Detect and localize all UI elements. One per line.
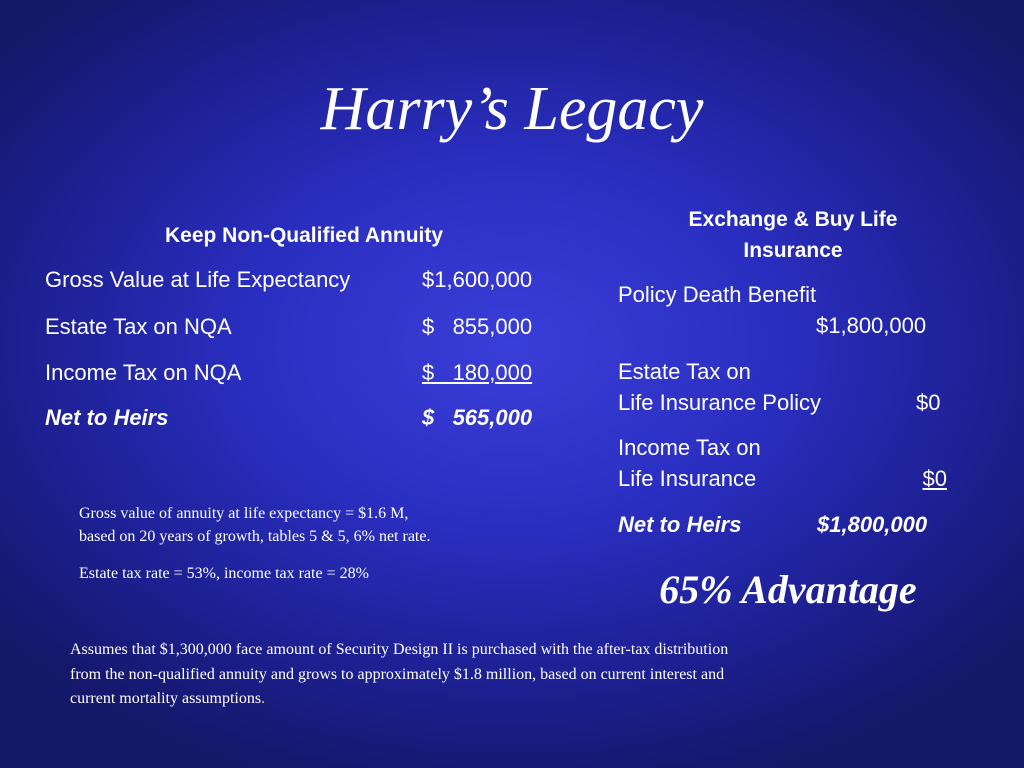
tax-rate-note xyxy=(79,562,369,585)
heading-line: Insurance xyxy=(743,239,843,262)
row-amount: $ 180,000 xyxy=(422,360,533,385)
heading-line: Exchange & Buy Life xyxy=(688,208,898,231)
note-line: Gross value of annuity at life expectancy = $1.6 M, xyxy=(79,505,409,522)
estate-tax-amount: $0 xyxy=(916,390,941,415)
advantage-callout: 65% Advantage xyxy=(659,567,917,612)
slide-title: Harry’s Legacy xyxy=(320,75,704,143)
footer-line: Assumes that $1,300,000 face amount of Security Design II is purchased with the after-tax distribution xyxy=(70,641,729,658)
row-estate-tax xyxy=(45,314,555,342)
estate-tax-label-2: Life Insurance Policy xyxy=(618,390,821,415)
row-label: Income Tax on NQA xyxy=(45,360,242,385)
footer-line-text: current mortality assumptions xyxy=(70,690,262,707)
footer-line xyxy=(70,687,930,712)
income-tax-label: Income Tax on xyxy=(618,435,761,460)
row-amount: $1,600,000 xyxy=(422,267,533,292)
income-tax-label-2: Life Insurance xyxy=(618,466,757,491)
policy-death-benefit-amount: $1,800,000 xyxy=(816,313,927,338)
income-tax-amount: $0 xyxy=(922,466,947,491)
row-amount: $ 565,000 xyxy=(422,405,533,430)
footer-disclaimer xyxy=(70,638,930,712)
footer-period: . xyxy=(261,690,266,707)
estate-tax-label: Estate Tax on xyxy=(618,359,751,384)
footer-line: from the non-qualified annuity and grows to approximately $1.8 million, based on current interest and xyxy=(70,665,725,683)
note-line: based on 20 years of growth, tables 5 & 5, 6% net rate. xyxy=(79,528,431,545)
row-label: Gross Value at Life Expectancy xyxy=(45,267,351,292)
row-label: Net to Heirs xyxy=(45,405,169,430)
net-to-heirs-label: Net to Heirs xyxy=(618,512,742,537)
right-column-heading xyxy=(640,204,946,266)
row-gross-value xyxy=(45,267,555,295)
row-net-to-heirs xyxy=(45,405,555,433)
row-label: Estate Tax on NQA xyxy=(45,314,232,339)
policy-death-benefit-label: Policy Death Benefit xyxy=(618,282,817,307)
net-to-heirs-amount: $1,800,000 xyxy=(817,512,928,537)
row-income-tax xyxy=(45,360,555,388)
note-line: Estate tax rate = 53%, income tax rate = 28% xyxy=(79,565,369,582)
annuity-notes xyxy=(79,502,430,548)
left-column-heading: Keep Non-Qualified Annuity xyxy=(164,224,444,247)
row-amount: $ 855,000 xyxy=(422,314,533,339)
